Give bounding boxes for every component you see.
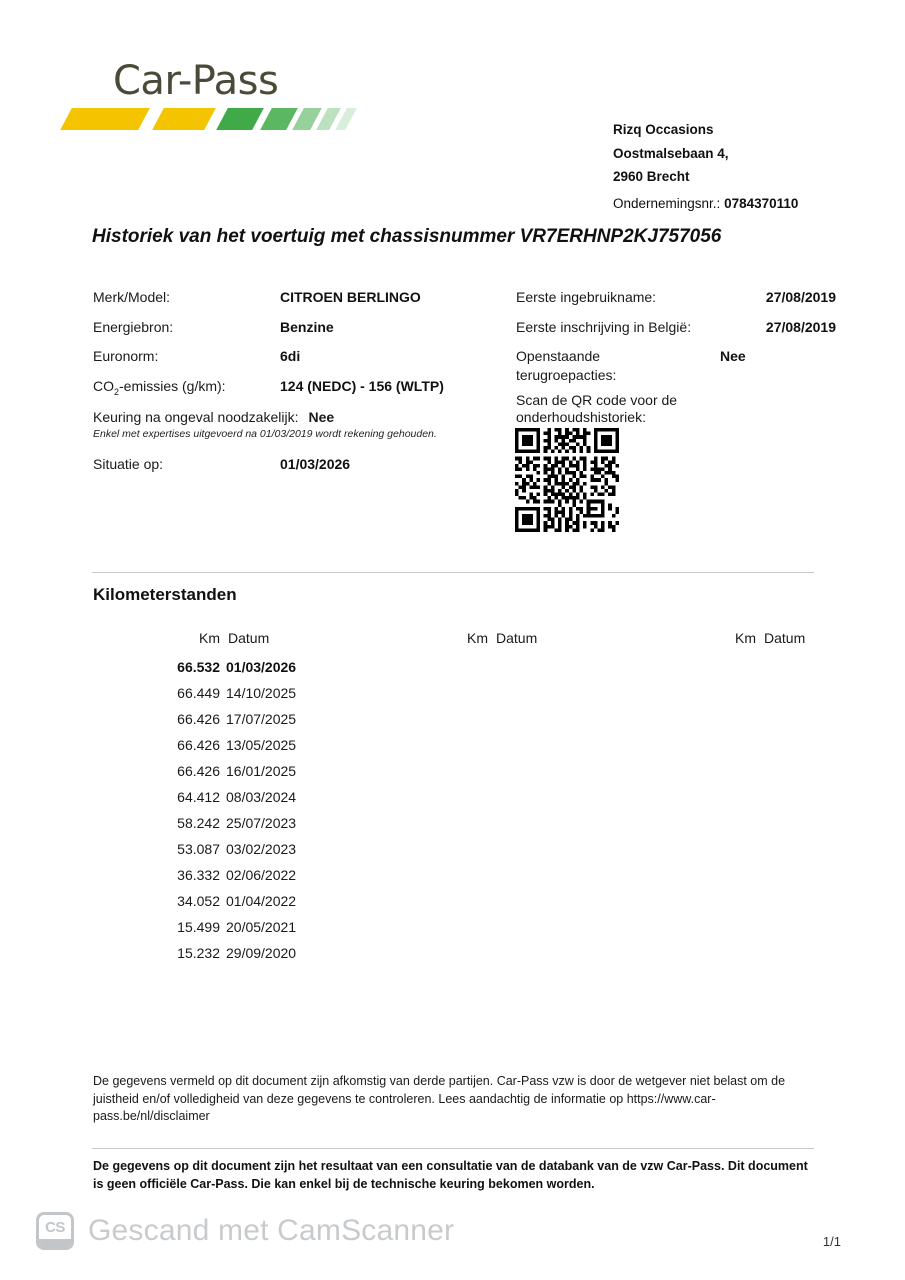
column-header-km: Km	[467, 630, 488, 646]
table-row	[120, 685, 342, 711]
table-row	[120, 841, 342, 867]
vehicle-info-right	[516, 288, 836, 396]
info-value: Benzine	[280, 318, 334, 335]
section-title-kilometerstanden: Kilometerstanden	[93, 585, 237, 604]
column-header-datum: Datum	[496, 630, 538, 646]
table-row	[120, 789, 342, 815]
cell-km: 34.052	[177, 893, 220, 909]
cell-date: 20/05/2021	[226, 919, 297, 935]
cell-date: 25/07/2023	[226, 815, 297, 831]
info-value: 124 (NEDC) - 156 (WLTP)	[280, 377, 444, 394]
cell-km: 36.332	[177, 867, 220, 883]
cell-km: 15.232	[177, 945, 220, 961]
cell-km: 66.426	[177, 737, 220, 753]
page-number: 1/1	[822, 1234, 841, 1249]
info-value: 27/08/2019	[765, 289, 836, 305]
qr-instruction-line1: Scan de QR code voor de	[516, 392, 678, 408]
info-row-euronorm	[93, 347, 513, 366]
column-header-km: Km	[199, 630, 220, 646]
company-registration-label: Ondernemingsnr.:	[613, 196, 725, 211]
cell-date: 08/03/2024	[226, 789, 297, 805]
cell-km: 66.426	[177, 763, 220, 779]
table-row	[120, 711, 342, 737]
cell-date: 03/02/2023	[226, 841, 297, 857]
info-value: Nee	[720, 348, 746, 364]
logo-stripes	[58, 108, 348, 134]
table-row	[120, 867, 342, 893]
cell-km: 64.412	[177, 789, 220, 805]
company-street: Oostmalsebaan 4,	[613, 145, 729, 161]
cell-date: 13/05/2025	[226, 737, 297, 753]
camscanner-logo-icon	[36, 1212, 74, 1250]
info-row-energiebron	[93, 318, 513, 337]
cell-km: 53.087	[177, 841, 220, 857]
info-value: CITROEN BERLINGO	[280, 289, 421, 305]
situatie-value: 01/03/2026	[280, 456, 351, 472]
footer-note	[93, 1158, 813, 1193]
company-registration	[613, 196, 798, 211]
table-row	[120, 737, 342, 763]
cell-km: 66.532	[177, 659, 220, 675]
logo-stripe-1	[60, 108, 150, 130]
car-pass-logo	[113, 58, 373, 136]
qr-code-icon[interactable]	[515, 428, 619, 532]
cell-km: 66.426	[177, 711, 220, 727]
info-label	[516, 347, 616, 385]
disclaimer-text: De gegevens vermeld op dit document zijn afkomstig van derde partijen. Car-Pass vzw is door de wetgever niet belast om de juistheid en/of volledigheid van deze gegevens te controleren. Lees aandachtig de informatie op https://www.car-pass.be/nl/disclaimer	[93, 1074, 786, 1123]
recall-label-line1: Openstaande	[516, 348, 601, 364]
info-row-terugroepacties	[516, 347, 836, 385]
logo-stripe-3	[216, 108, 264, 130]
logo-wordmark: Car-Pass	[113, 58, 279, 104]
recall-label-line2: terugroepacties:	[516, 367, 617, 383]
footer-note-line2: Dit document is geen officiële Car-Pass. Die kan enkel bij de technische keuring bekomen worden.	[93, 1159, 808, 1191]
situatie-label: Situatie op:	[93, 456, 164, 472]
table-row	[120, 919, 342, 945]
logo-stripe-2	[152, 108, 216, 130]
cell-date: 16/01/2025	[226, 763, 297, 779]
info-label: Eerste ingebruikname:	[516, 289, 657, 305]
column-header-datum: Datum	[764, 630, 806, 646]
info-label: Euronorm:	[93, 348, 159, 364]
info-row-eerste-ingebruikname	[516, 288, 836, 307]
cell-date: 02/06/2022	[226, 867, 297, 883]
cell-date: 01/03/2026	[226, 659, 297, 675]
camscanner-logo-bar	[39, 1239, 71, 1247]
info-row-merk-model	[93, 288, 513, 307]
co2-label-subscript: 2	[114, 386, 120, 397]
info-label: Energiebron:	[93, 318, 174, 335]
company-city: 2960 Brecht	[613, 169, 690, 184]
keuring-label: Keuring na ongeval noodzakelijk:	[93, 409, 299, 425]
section-divider-mileage	[92, 572, 814, 573]
cell-km: 66.449	[177, 685, 220, 701]
info-label: Merk/Model:	[93, 289, 171, 305]
camscanner-watermark	[36, 1212, 454, 1250]
table-row	[120, 659, 342, 685]
page-title: Historiek van het voertuig met chassisnummer VR7ERHNP2KJ757056	[92, 226, 722, 247]
qr-instruction	[516, 392, 716, 426]
info-row-situatie	[93, 456, 351, 472]
camscanner-logo-letters: CS	[45, 1219, 65, 1236]
cell-km: 58.242	[177, 815, 220, 831]
qr-instruction-line2: onderhoudshistoriek:	[516, 409, 646, 425]
section-divider-footer	[92, 1148, 814, 1149]
table-row	[120, 893, 342, 919]
cell-date: 29/09/2020	[226, 945, 297, 961]
camscanner-label: Gescand met CamScanner	[88, 1214, 455, 1247]
column-header-km: Km	[735, 630, 756, 646]
table-row	[120, 945, 342, 971]
keuring-note: Enkel met expertises uitgevoerd na 01/03/2019 wordt rekening gehouden.	[93, 428, 437, 440]
column-header-datum: Datum	[228, 630, 270, 646]
company-registration-number: 0784370110	[724, 196, 799, 211]
cell-km: 15.499	[177, 919, 220, 935]
co2-label-post: -emissies (g/km):	[119, 377, 226, 394]
info-row-eerste-inschrijving	[516, 318, 836, 337]
info-value: 27/08/2019	[765, 318, 836, 335]
table-row	[120, 815, 342, 841]
vehicle-info-left	[93, 288, 513, 412]
company-name: Rizq Occasions	[613, 122, 714, 137]
table-row	[120, 763, 342, 789]
cell-date: 14/10/2025	[226, 685, 297, 701]
info-row-co2-emissies	[93, 377, 513, 402]
info-value: 6di	[280, 348, 301, 364]
cell-date: 01/04/2022	[226, 893, 297, 909]
keuring-value: Nee	[308, 409, 335, 425]
info-row-keuring	[93, 409, 334, 425]
footer-note-line1: De gegevens op dit document zijn het resultaat van een consultatie van de databank van de vzw Car-Pass.	[93, 1159, 725, 1173]
logo-stripe-4	[260, 108, 298, 130]
info-label: Eerste inschrijving in België:	[516, 318, 692, 335]
company-address	[613, 118, 873, 189]
info-label	[93, 377, 226, 402]
co2-label-pre: CO	[93, 377, 114, 394]
cell-date: 17/07/2025	[226, 711, 297, 727]
